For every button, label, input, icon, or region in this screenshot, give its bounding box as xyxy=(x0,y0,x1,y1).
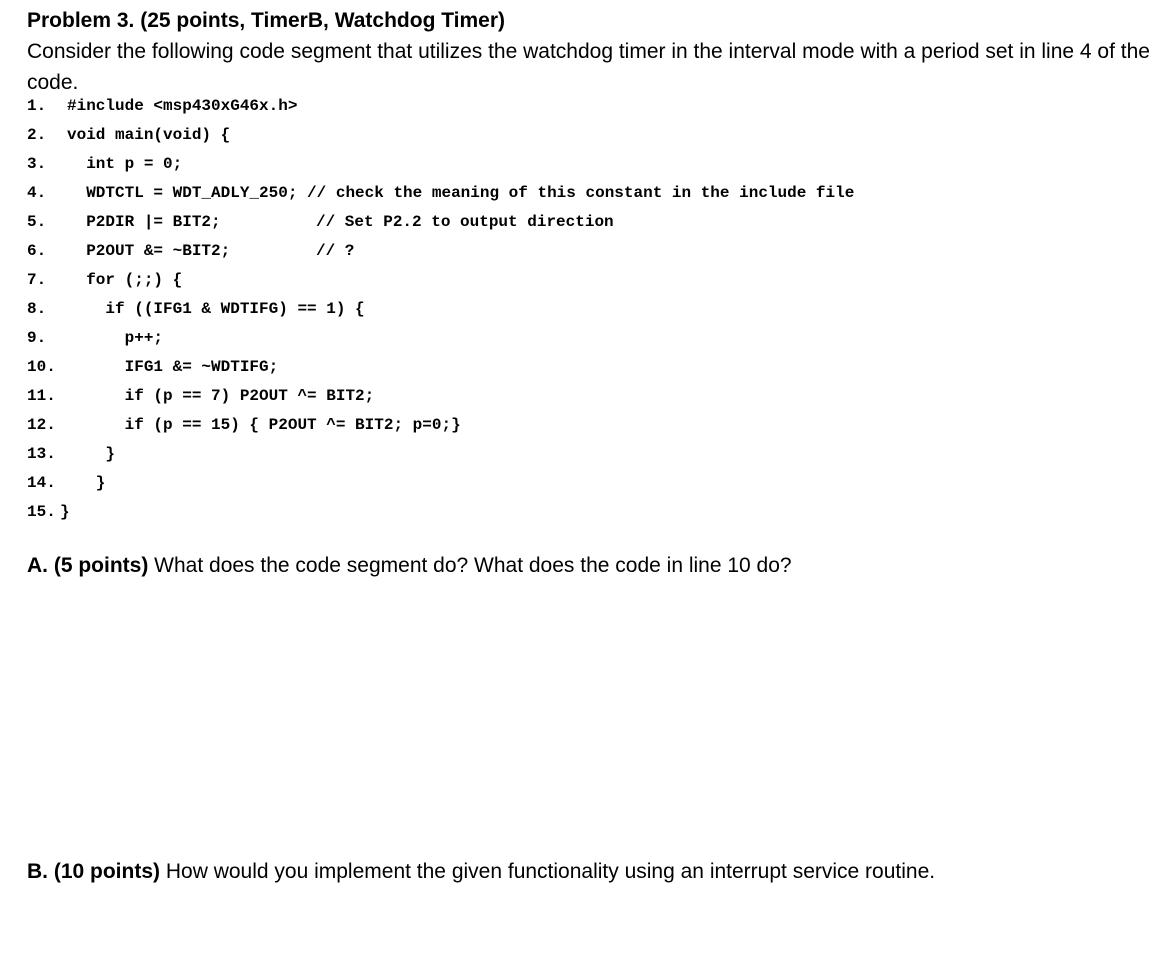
code-text: WDTCTL = WDT_ADLY_250; // check the meaning of this constant in the include file xyxy=(67,184,855,202)
line-number: 9. xyxy=(27,329,47,347)
code-line xyxy=(27,295,365,324)
line-number: 11. xyxy=(27,387,56,405)
code-text: #include <msp430xG46x.h> xyxy=(67,97,298,115)
code-text: } xyxy=(67,445,116,463)
line-number: 6. xyxy=(27,242,47,260)
code-line xyxy=(27,179,855,208)
code-line xyxy=(27,121,231,150)
code-text: p++; xyxy=(67,329,164,347)
line-number: 15. xyxy=(27,503,56,521)
code-line xyxy=(27,382,375,411)
code-text: for (;;) { xyxy=(67,271,183,289)
line-number: 14. xyxy=(27,474,56,492)
code-line xyxy=(27,411,461,440)
code-comment: // Set P2.2 to output direction xyxy=(316,213,614,231)
question-a-text: What does the code segment do? What does the code in line 10 do? xyxy=(148,554,792,577)
question-b-text: How would you implement the given functionality using an interrupt service routine. xyxy=(160,860,936,883)
code-line xyxy=(27,237,355,266)
problem-title: Problem 3. (25 points, TimerB, Watchdog Timer) xyxy=(27,9,506,32)
code-line xyxy=(27,353,279,382)
code-line xyxy=(27,92,298,121)
line-number: 5. xyxy=(27,213,47,231)
line-number: 2. xyxy=(27,126,47,144)
line-number: 13. xyxy=(27,445,56,463)
line-number: 8. xyxy=(27,300,47,318)
line-number: 10. xyxy=(27,358,56,376)
code-comment: // ? xyxy=(316,242,355,260)
line-number: 1. xyxy=(27,97,47,115)
code-line xyxy=(27,498,70,527)
problem-intro: Consider the following code segment that utilizes the watchdog timer in the interval mode with a period set in line 4 of the code. xyxy=(27,40,1150,94)
code-text: if (p == 7) P2OUT ^= BIT2; xyxy=(67,387,375,405)
line-number: 7. xyxy=(27,271,47,289)
line-number: 4. xyxy=(27,184,47,202)
code-text: } xyxy=(67,474,106,492)
code-line xyxy=(27,324,164,353)
code-text: IFG1 &= ~WDTIFG; xyxy=(67,358,279,376)
question-a xyxy=(27,551,792,581)
code-line xyxy=(27,150,183,179)
question-a-label: A. (5 points) xyxy=(27,554,149,577)
code-text: P2OUT &= ~BIT2; xyxy=(67,242,231,260)
code-text: } xyxy=(60,503,70,521)
code-text: if ((IFG1 & WDTIFG) == 1) { xyxy=(67,300,365,318)
code-text: int p = 0; xyxy=(67,155,183,173)
code-text: if (p == 15) { P2OUT ^= BIT2; p=0;} xyxy=(67,416,461,434)
code-text: P2DIR |= BIT2; xyxy=(67,213,221,231)
line-number: 3. xyxy=(27,155,47,173)
code-line xyxy=(27,266,183,295)
code-line xyxy=(27,208,614,237)
question-b-label: B. (10 points) xyxy=(27,860,161,883)
question-b xyxy=(27,857,935,887)
code-text: void main(void) { xyxy=(67,126,231,144)
line-number: 12. xyxy=(27,416,56,434)
problem-header xyxy=(27,6,1157,98)
code-line xyxy=(27,469,106,498)
code-line xyxy=(27,440,116,469)
code-listing xyxy=(27,92,855,527)
